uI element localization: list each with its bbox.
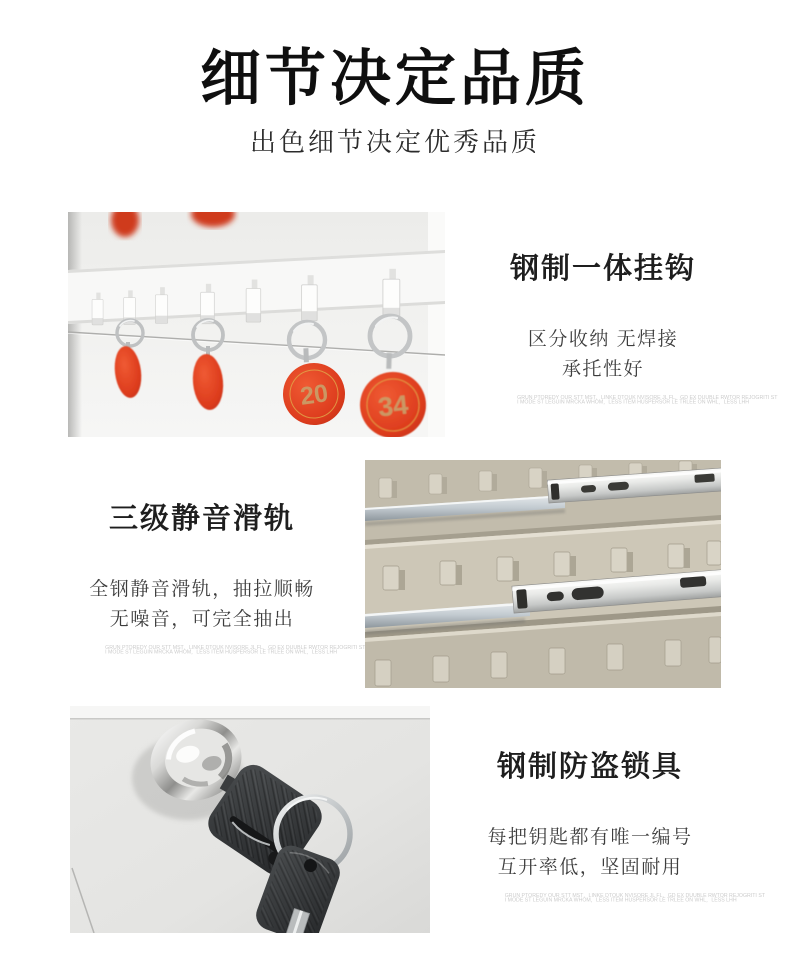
product-photo-key-hooks (68, 212, 445, 437)
page-title: 细节决定品质 (199, 44, 590, 112)
desc-line: 互开率低，坚固耐用 (497, 857, 683, 878)
feature-hooks-text (455, 253, 778, 411)
feature-rails-heading: 三级静音滑轨 (108, 503, 295, 535)
watermark-text: GRUN PTOREDY OUR STT MST，LINKE DTOUK NVISORE JL FL，GD EX DUUBLE RWTOR REJOGRITI ST I MODE ST LEGUIN MRCKA WHOM，LESS ITEM HUSPERSOR LE TRLEE ON WHL，LESS LHH (105, 644, 366, 655)
feature-hooks-desc (455, 325, 751, 385)
key-hooks-illustration (68, 212, 445, 437)
desc-line: 全钢静音滑轨，抽拉顺畅 (89, 579, 315, 600)
feature-lock-desc (443, 823, 737, 883)
feature-rails-text (35, 503, 369, 661)
watermark-text: GRUN PTOREDY OUR STT MST，LINKE DTOUK NVISORE JL FL，GD EX DUUBLE RWTOR REJOGRITI ST I MODE ST LEGUIN MRCKA WHOM，LESS ITEM HUSPERSOR LE TRLEE ON WHL，LESS LHH (504, 892, 766, 903)
slide-rails-illustration (365, 460, 721, 688)
watermark-text: GRUN PTOREDY OUR STT MST，LINKE DTOUK NVISORE JL FL，GD EX DUUBLE RWTOR REJOGRITI ST I MODE ST LEGUIN MRCKA WHOM，LESS ITEM HUSPERSOR LE TRLEE ON WHL，LESS LHH (517, 394, 778, 405)
feature-lock-text (443, 751, 766, 909)
tag-number-20: 20 (298, 379, 330, 411)
feature-lock-heading: 钢制防盗锁具 (496, 751, 683, 783)
lock-and-keys-illustration (70, 706, 430, 933)
page-subtitle: 出色细节决定优秀品质 (249, 127, 540, 157)
desc-line: 区分收纳 无焊接 (527, 329, 679, 350)
desc-line: 无噪音，可完全抽出 (109, 609, 295, 630)
feature-hooks-heading: 钢制一体挂钩 (509, 253, 696, 285)
feature-rails-desc (35, 575, 369, 635)
desc-line: 每把钥匙都有唯一编号 (487, 827, 693, 848)
product-photo-slide-rails (365, 460, 721, 688)
product-photo-lock (70, 706, 430, 933)
desc-line: 承托性好 (561, 359, 644, 380)
tag-number-34: 34 (376, 389, 410, 423)
